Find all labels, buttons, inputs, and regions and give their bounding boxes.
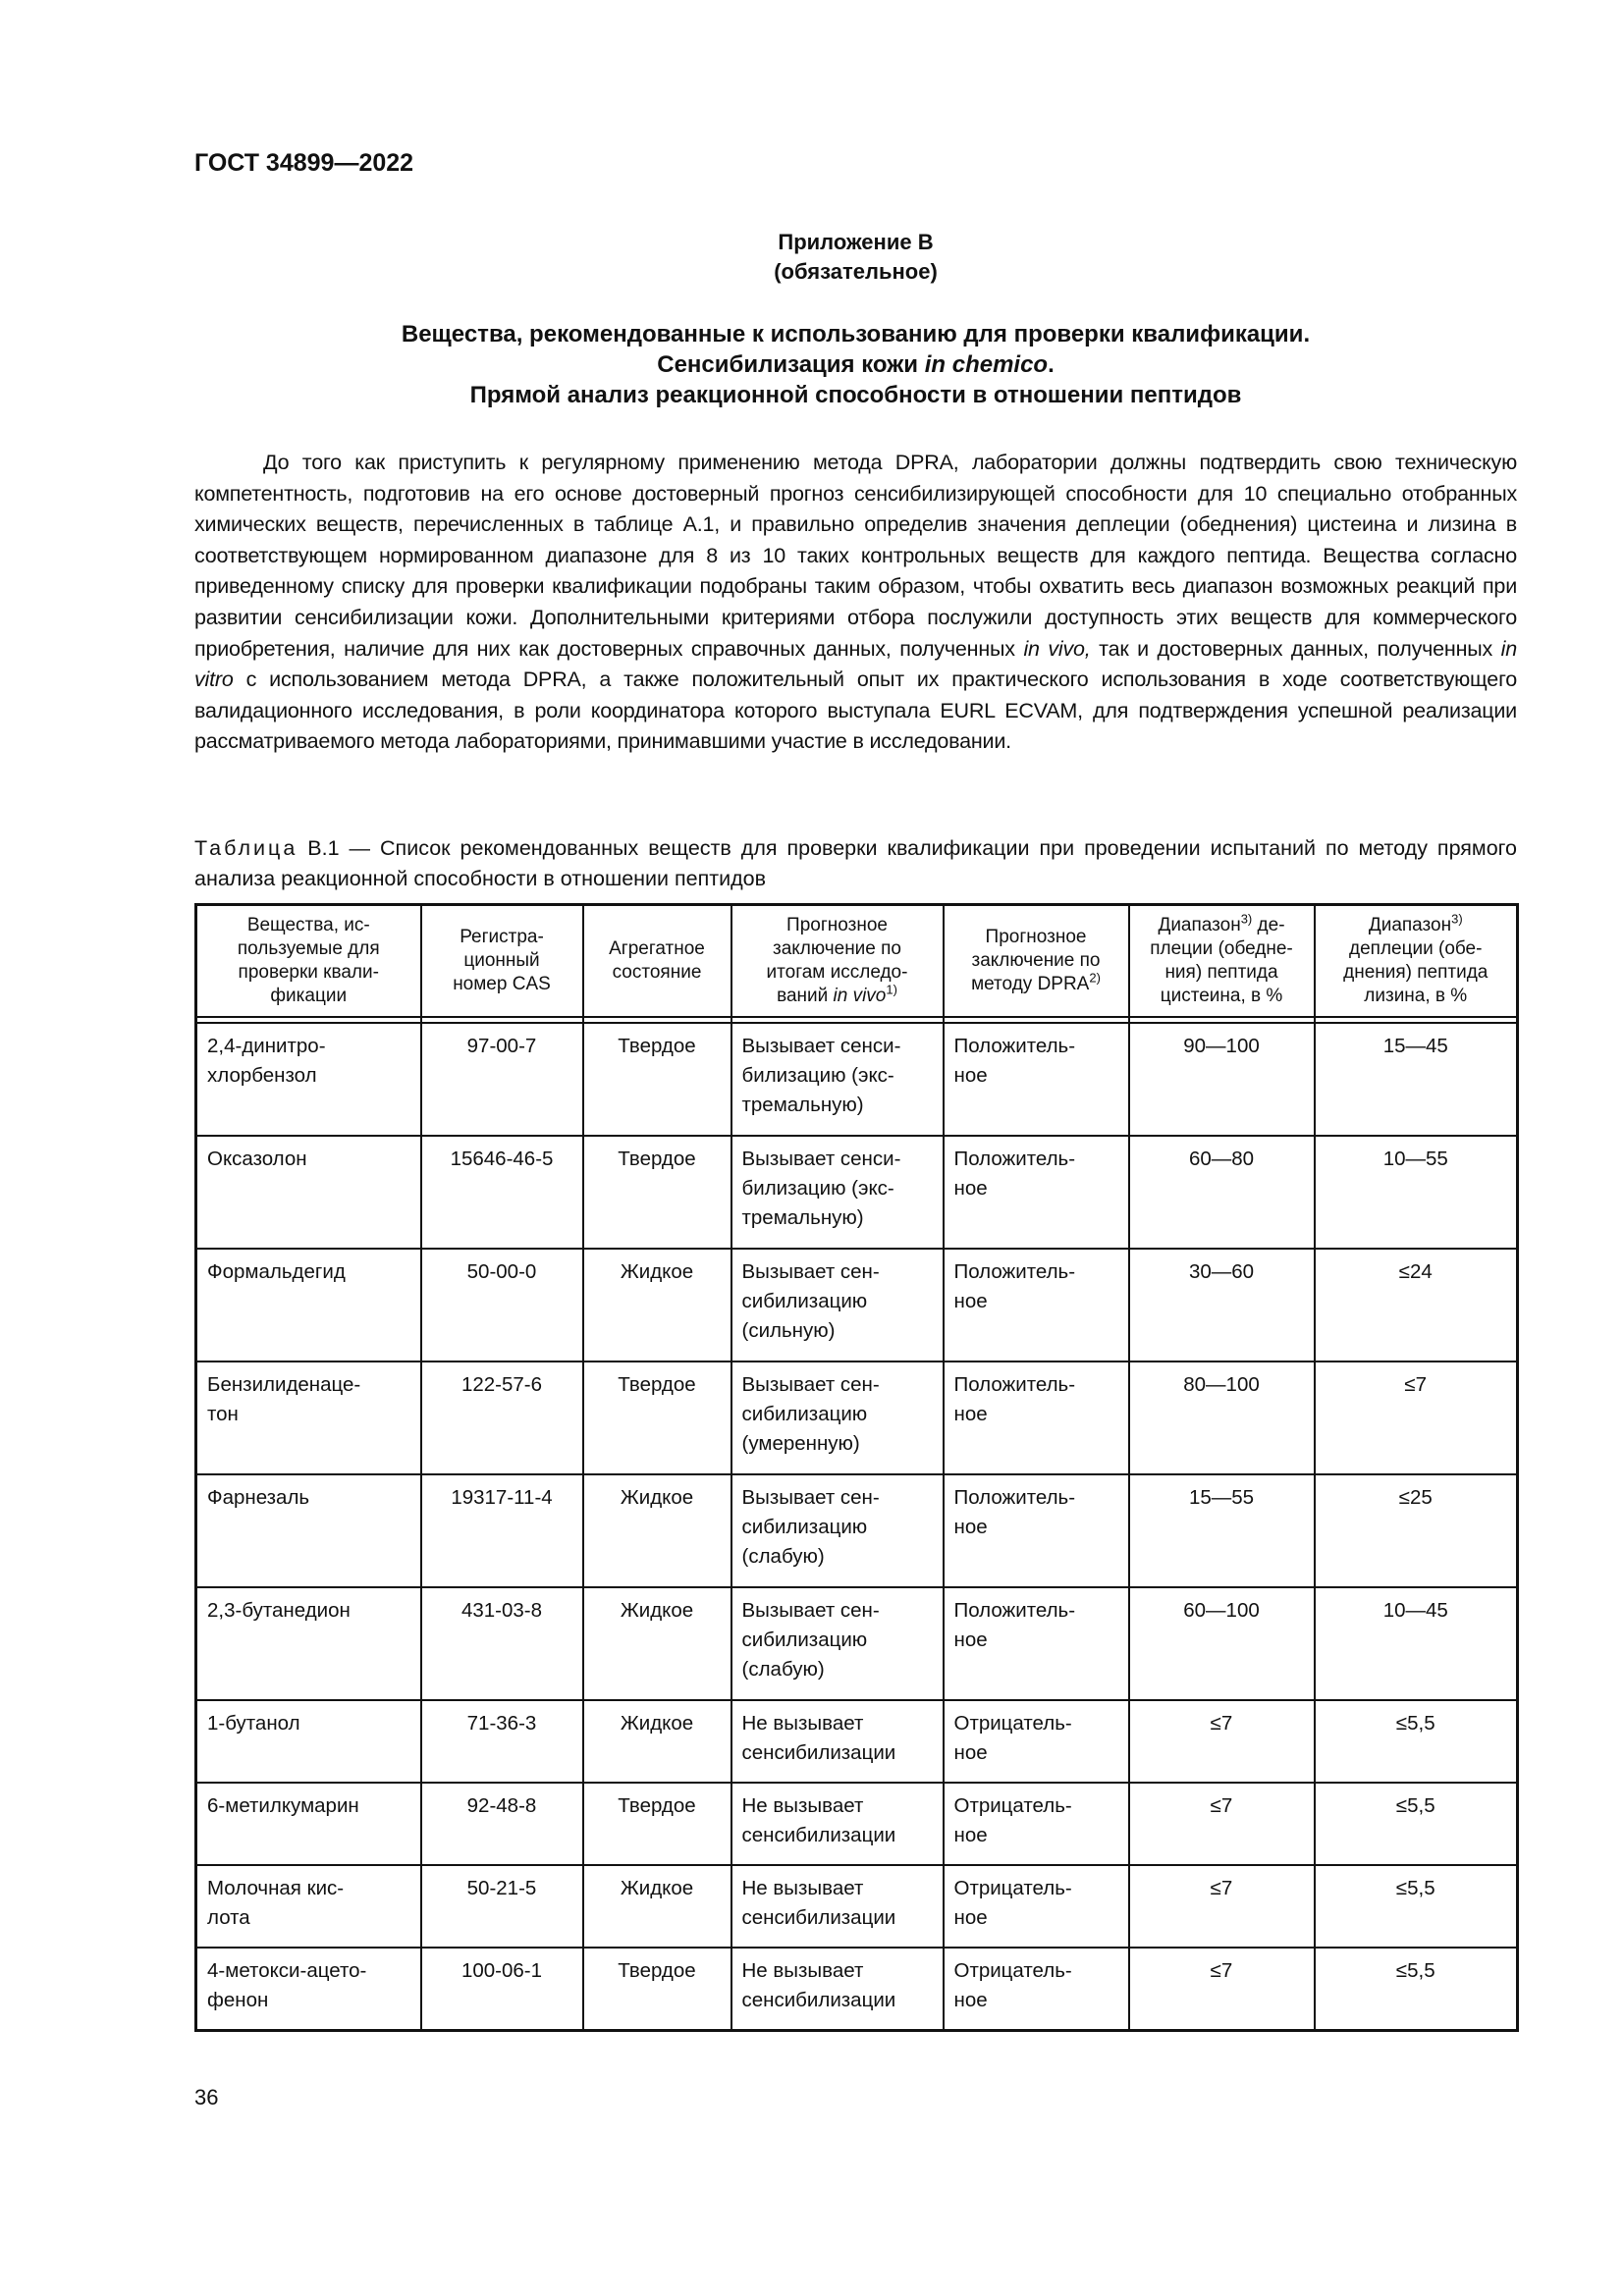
header-state: Агрегатное состояние bbox=[583, 905, 731, 1018]
cell-in-vivo-prediction: Вызывает сен- сибилизацию (сильную) bbox=[731, 1249, 944, 1362]
cell-dpra-prediction: Отрицатель- ное bbox=[944, 1700, 1129, 1783]
cell-substance: Оксазолон bbox=[196, 1136, 421, 1249]
cell-dpra-prediction: Положитель- ное bbox=[944, 1136, 1129, 1249]
cell-state: Твердое bbox=[583, 1136, 731, 1249]
footnote-ref: 3) bbox=[1451, 911, 1463, 927]
header-text: деплеции (обе- днения) пептида лизина, в % bbox=[1343, 938, 1489, 1006]
page-number: 36 bbox=[194, 2085, 219, 2109]
cell-cas-number: 15646-46-5 bbox=[421, 1136, 583, 1249]
cell-state: Жидкое bbox=[583, 1700, 731, 1783]
title-line-3: Прямой анализ реакционной способности в отношении пептидов bbox=[469, 382, 1242, 408]
cell-cysteine-range: 15—55 bbox=[1129, 1474, 1315, 1587]
table-row bbox=[196, 1474, 1518, 1587]
table-caption bbox=[194, 833, 1517, 894]
cell-dpra-prediction: Положитель- ное bbox=[944, 1362, 1129, 1474]
table-caption-text: В.1 — Список рекомендованных веществ для проверки квалификации при проведении испытаний по методу прямого анализа реакционной способности в отношении пептидов bbox=[194, 836, 1517, 890]
header-text: Прогнозное заключение по итогам исследо- ваний bbox=[766, 915, 908, 1006]
header-text: де- плеции (обедне- ния) пептида цистеина, в % bbox=[1150, 915, 1293, 1006]
para-text: так и достоверных данных, полученных bbox=[1090, 636, 1501, 661]
cell-in-vivo-prediction: Вызывает сен- сибилизацию (слабую) bbox=[731, 1587, 944, 1700]
cell-state: Твердое bbox=[583, 1362, 731, 1474]
appendix-main-title bbox=[194, 319, 1517, 410]
cell-cas-number: 100-06-1 bbox=[421, 1948, 583, 2031]
title-dot: . bbox=[1048, 351, 1055, 378]
cell-substance: Формальдегид bbox=[196, 1249, 421, 1362]
cell-state: Жидкое bbox=[583, 1474, 731, 1587]
table-label: Таблица bbox=[194, 836, 298, 860]
table-row bbox=[196, 1249, 1518, 1362]
header-text: Диапазон bbox=[1368, 915, 1452, 935]
cell-cysteine-range: ≤7 bbox=[1129, 1783, 1315, 1865]
cell-substance: 2,3-бутанедион bbox=[196, 1587, 421, 1700]
table-row bbox=[196, 1948, 1518, 2031]
cell-substance: Молочная кис- лота bbox=[196, 1865, 421, 1948]
cell-state: Жидкое bbox=[583, 1249, 731, 1362]
cell-in-vivo-prediction: Не вызывает сенсибилизации bbox=[731, 1948, 944, 2031]
cell-substance: 6-метилкумарин bbox=[196, 1783, 421, 1865]
cell-state: Жидкое bbox=[583, 1865, 731, 1948]
table-body bbox=[196, 1023, 1518, 2031]
cell-in-vivo-prediction: Вызывает сенси- билизацию (экс- тремальную) bbox=[731, 1136, 944, 1249]
title-text: Сенсибилизация кожи bbox=[657, 351, 925, 378]
cell-in-vivo-prediction: Вызывает сенси- билизацию (экс- тремальную) bbox=[731, 1023, 944, 1136]
title-line-1: Вещества, рекомендованные к использованию для проверки квалификации. bbox=[401, 321, 1311, 347]
header-substance: Вещества, ис- пользуемые для проверки квали- фикации bbox=[196, 905, 421, 1018]
header-text: Диапазон bbox=[1158, 915, 1241, 935]
cell-lysine-range: ≤7 bbox=[1315, 1362, 1518, 1474]
cell-substance: Фарнезаль bbox=[196, 1474, 421, 1587]
header-dpra bbox=[944, 905, 1129, 1018]
cell-lysine-range: 15—45 bbox=[1315, 1023, 1518, 1136]
para-text: До того как приступить к регулярному применению метода DPRA, лаборатории должны подтвердить свою техническую компетентность, подготовив на его основе достоверный прогноз сенсибилизирующей способности для 10 специально отобранных химических веществ, перечисленных в таблице А.1, и правильно определив значения деплеции (обеднения) цистеина и лизина в соответствующем нормированном диапазоне для 8 из 10 таких контрольных веществ для каждого пептида. Вещества согласно приведенному списку для проверки квалификации подобраны таким образом, чтобы охватить весь диапазон возможных реакций при развитии сенсибилизации кожи. Дополнительными критериями отбора послужили доступность этих веществ для коммерческого приобретения, наличие для них как достоверных справочных данных, полученных bbox=[194, 451, 1517, 661]
cell-cas-number: 19317-11-4 bbox=[421, 1474, 583, 1587]
para-text: с использованием метода DPRA, а также положительный опыт их практического использования в ходе соответствующего валидационного исследования, в роли координатора которого выступала EURL ECVAM, для подтверждения успешной реализации рассматриваемого метода лабораториями, принимавшими участие в исследовании. bbox=[194, 667, 1517, 754]
cell-cysteine-range: 80—100 bbox=[1129, 1362, 1315, 1474]
table-row bbox=[196, 1362, 1518, 1474]
cell-cysteine-range: ≤7 bbox=[1129, 1948, 1315, 2031]
title-line-2 bbox=[194, 349, 1517, 380]
cell-lysine-range: ≤5,5 bbox=[1315, 1700, 1518, 1783]
cell-dpra-prediction: Отрицатель- ное bbox=[944, 1783, 1129, 1865]
cell-dpra-prediction: Отрицатель- ное bbox=[944, 1865, 1129, 1948]
cell-dpra-prediction: Положитель- ное bbox=[944, 1474, 1129, 1587]
cell-state: Жидкое bbox=[583, 1587, 731, 1700]
cell-dpra-prediction: Положитель- ное bbox=[944, 1249, 1129, 1362]
cell-substance: 1-бутанол bbox=[196, 1700, 421, 1783]
cell-cas-number: 50-21-5 bbox=[421, 1865, 583, 1948]
appendix-title: Приложение В bbox=[778, 230, 934, 254]
header-in-vivo bbox=[731, 905, 944, 1018]
cell-in-vivo-prediction: Не вызывает сенсибилизации bbox=[731, 1783, 944, 1865]
cell-lysine-range: ≤5,5 bbox=[1315, 1865, 1518, 1948]
para-italic: in vivo, bbox=[1023, 636, 1091, 661]
cell-cas-number: 50-00-0 bbox=[421, 1249, 583, 1362]
footnote-ref: 2) bbox=[1089, 970, 1101, 986]
cell-substance: 2,4-динитро- хлорбензол bbox=[196, 1023, 421, 1136]
cell-lysine-range: 10—45 bbox=[1315, 1587, 1518, 1700]
cell-in-vivo-prediction: Не вызывает сенсибилизации bbox=[731, 1865, 944, 1948]
cell-dpra-prediction: Отрицатель- ное bbox=[944, 1948, 1129, 2031]
cell-cysteine-range: 90—100 bbox=[1129, 1023, 1315, 1136]
header-text: Прогнозное заключение по методу DPRA bbox=[971, 927, 1101, 994]
cell-state: Твердое bbox=[583, 1948, 731, 2031]
cell-cas-number: 71-36-3 bbox=[421, 1700, 583, 1783]
cell-cas-number: 97-00-7 bbox=[421, 1023, 583, 1136]
cell-cysteine-range: ≤7 bbox=[1129, 1700, 1315, 1783]
cell-cysteine-range: ≤7 bbox=[1129, 1865, 1315, 1948]
cell-cas-number: 122-57-6 bbox=[421, 1362, 583, 1474]
cell-lysine-range: ≤25 bbox=[1315, 1474, 1518, 1587]
cell-lysine-range: ≤5,5 bbox=[1315, 1948, 1518, 2031]
cell-substance: Бензилиденаце- тон bbox=[196, 1362, 421, 1474]
cell-cysteine-range: 60—100 bbox=[1129, 1587, 1315, 1700]
table-header-row bbox=[196, 905, 1518, 1018]
header-cysteine bbox=[1129, 905, 1315, 1018]
intro-paragraph bbox=[194, 448, 1517, 758]
cell-substance: 4-метокси-ацето- фенон bbox=[196, 1948, 421, 2031]
table-row bbox=[196, 1023, 1518, 1136]
table-row bbox=[196, 1865, 1518, 1948]
cell-dpra-prediction: Положитель- ное bbox=[944, 1023, 1129, 1136]
cell-state: Твердое bbox=[583, 1023, 731, 1136]
table-row bbox=[196, 1700, 1518, 1783]
cell-cas-number: 431-03-8 bbox=[421, 1587, 583, 1700]
appendix-heading bbox=[194, 228, 1517, 287]
cell-state: Твердое bbox=[583, 1783, 731, 1865]
header-lysine bbox=[1315, 905, 1518, 1018]
footnote-ref: 1) bbox=[886, 982, 897, 997]
footnote-ref: 3) bbox=[1240, 911, 1253, 927]
cell-in-vivo-prediction: Вызывает сен- сибилизацию (слабую) bbox=[731, 1474, 944, 1587]
table-row bbox=[196, 1136, 1518, 1249]
table-row bbox=[196, 1587, 1518, 1700]
cell-in-vivo-prediction: Не вызывает сенсибилизации bbox=[731, 1700, 944, 1783]
header-italic: in vivo bbox=[833, 986, 887, 1006]
cell-cysteine-range: 60—80 bbox=[1129, 1136, 1315, 1249]
table-row bbox=[196, 1783, 1518, 1865]
cell-cas-number: 92-48-8 bbox=[421, 1783, 583, 1865]
document-id: ГОСТ 34899—2022 bbox=[194, 149, 414, 177]
cell-in-vivo-prediction: Вызывает сен- сибилизацию (умеренную) bbox=[731, 1362, 944, 1474]
cell-dpra-prediction: Положитель- ное bbox=[944, 1587, 1129, 1700]
cell-lysine-range: ≤24 bbox=[1315, 1249, 1518, 1362]
cell-lysine-range: 10—55 bbox=[1315, 1136, 1518, 1249]
cell-cysteine-range: 30—60 bbox=[1129, 1249, 1315, 1362]
substances-table bbox=[194, 903, 1519, 2032]
para-italic: in vitro bbox=[194, 636, 1517, 692]
header-cas: Регистра- ционный номер CAS bbox=[421, 905, 583, 1018]
title-italic: in chemico bbox=[924, 351, 1049, 378]
cell-lysine-range: ≤5,5 bbox=[1315, 1783, 1518, 1865]
appendix-status: (обязательное) bbox=[774, 259, 938, 284]
